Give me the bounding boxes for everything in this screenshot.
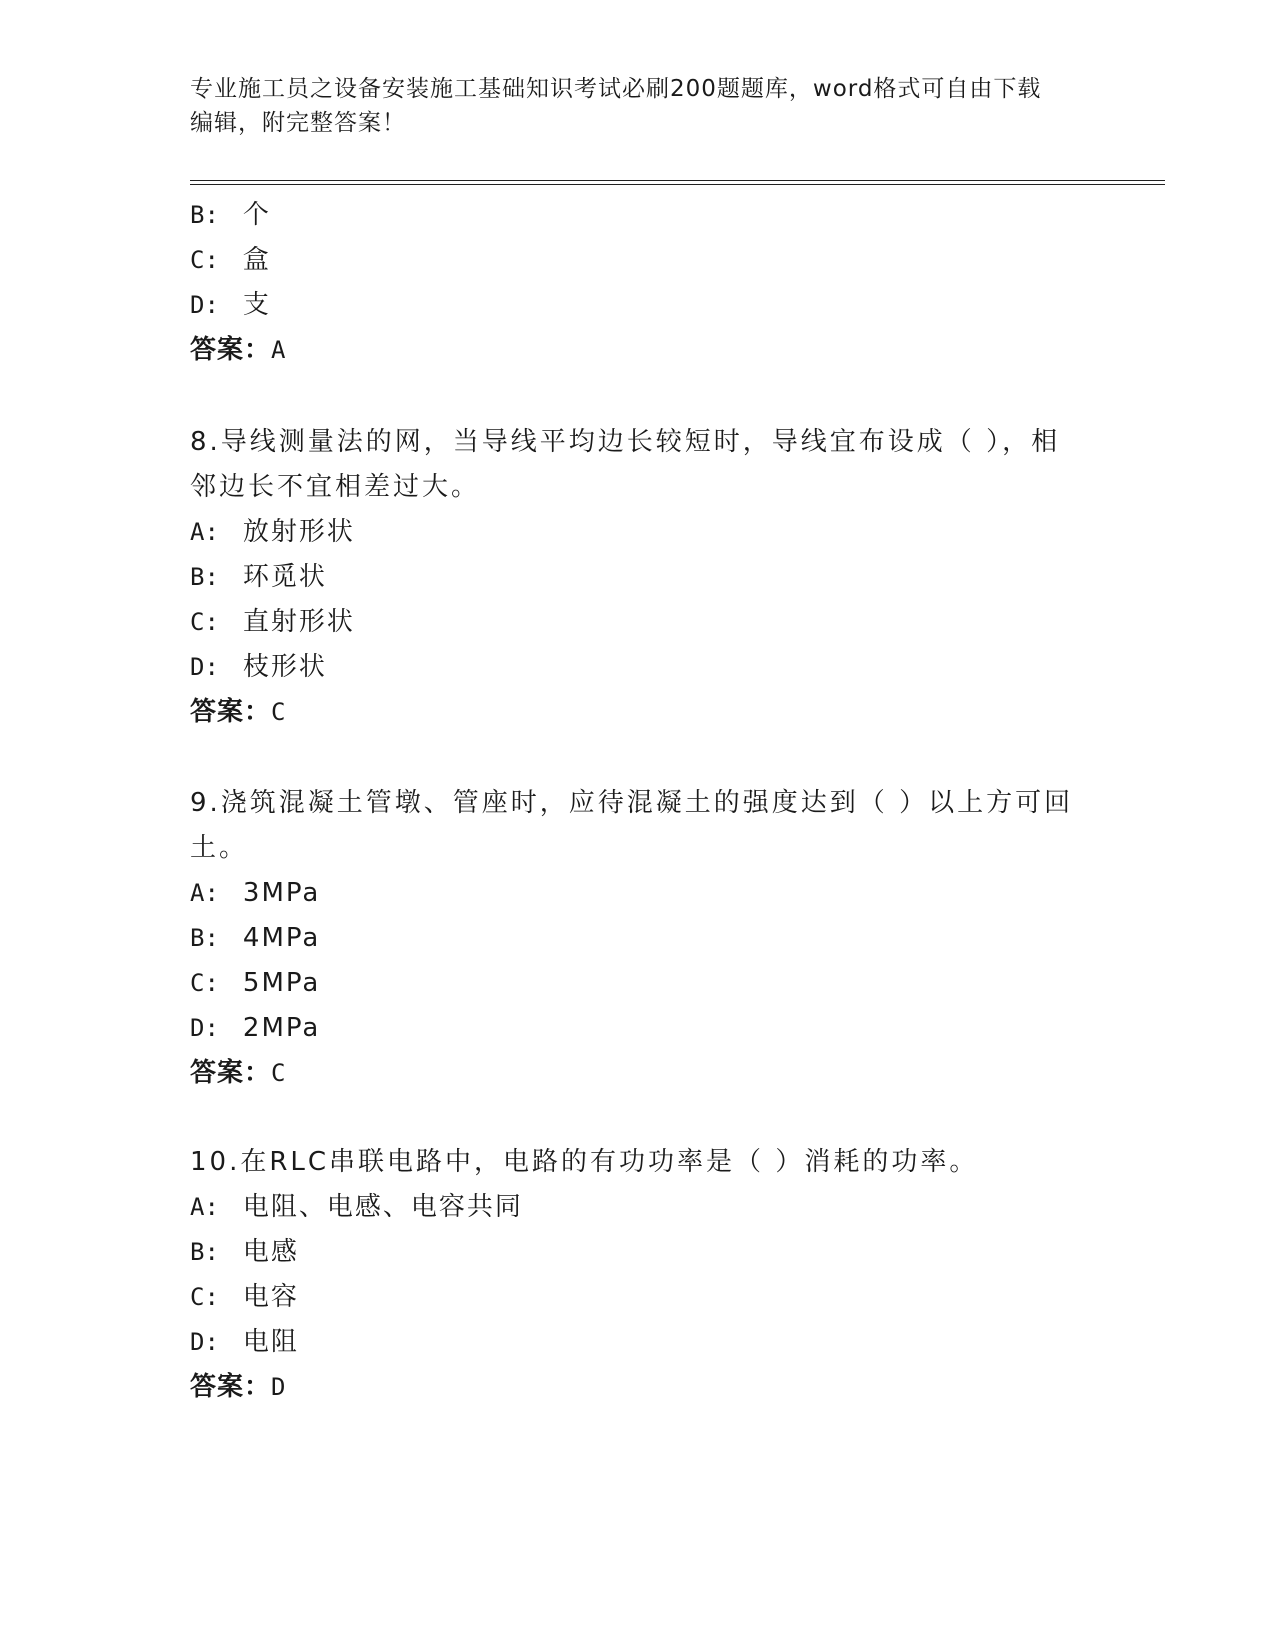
option-text: 3MPa [242, 878, 321, 908]
option-letter: A: [190, 879, 219, 907]
option-text: 2MPa [242, 1013, 321, 1043]
option-letter: D: [190, 1014, 219, 1042]
q7-option-d [190, 288, 271, 322]
q7-option-b [190, 198, 271, 232]
q9-option-d [190, 1011, 320, 1045]
q8-text-line-1: 8.导线测量法的网，当导线平均边长较短时，导线宜布设成（ ），相 [190, 427, 1061, 457]
q10-option-d [190, 1325, 299, 1359]
option-text: 电容 [242, 1282, 299, 1312]
option-letter: C: [190, 1283, 219, 1311]
answer-value: C [271, 1059, 287, 1087]
answer-label: 答案： [190, 1058, 272, 1088]
answer-value: A [271, 336, 287, 364]
option-text: 盒 [242, 245, 271, 275]
option-letter: A: [190, 518, 219, 546]
q7-answer [190, 333, 286, 367]
answer-value: C [271, 698, 287, 726]
option-letter: B: [190, 563, 219, 591]
option-letter: D: [190, 291, 219, 319]
q8-option-a [190, 515, 355, 549]
q10-option-c [190, 1280, 299, 1314]
q7-option-c [190, 243, 271, 277]
option-text: 电阻、电感、电容共同 [242, 1192, 523, 1222]
q9-option-c [190, 966, 320, 1000]
q9-answer [190, 1056, 286, 1090]
q10-option-b [190, 1235, 299, 1269]
option-text: 5MPa [242, 968, 321, 998]
answer-label: 答案： [190, 1372, 272, 1402]
answer-label: 答案： [190, 335, 272, 365]
option-letter: C: [190, 608, 219, 636]
q8-option-b [190, 560, 327, 594]
q8-option-c [190, 605, 355, 639]
q9-text-line-1: 9.浇筑混凝土管墩、管座时，应待混凝土的强度达到（ ）以上方可回 [190, 788, 1074, 818]
answer-value: D [271, 1373, 287, 1401]
option-letter: C: [190, 246, 219, 274]
option-letter: C: [190, 969, 219, 997]
option-text: 环觅状 [242, 562, 327, 592]
option-text: 直射形状 [242, 607, 355, 637]
header-divider-top [190, 180, 1165, 181]
option-text: 4MPa [242, 923, 321, 953]
option-text: 个 [242, 200, 271, 230]
q10-text-line-1: 10.在RLC串联电路中，电路的有功功率是（ ）消耗的功率。 [190, 1147, 979, 1177]
option-letter: D: [190, 1328, 219, 1356]
q10-answer [190, 1370, 286, 1404]
option-text: 电阻 [242, 1327, 299, 1357]
q9-option-b [190, 921, 320, 955]
option-letter: D: [190, 653, 219, 681]
option-text: 放射形状 [242, 517, 355, 547]
q8-option-d [190, 650, 327, 684]
option-letter: B: [190, 201, 219, 229]
document-header [190, 72, 1090, 140]
option-letter: B: [190, 1238, 219, 1266]
q8-text-line-2: 邻边长不宜相差过大。 [190, 472, 481, 502]
q9-text-line-2: 土。 [190, 833, 249, 863]
q9-option-a [190, 876, 320, 910]
q8-answer [190, 695, 286, 729]
option-text: 电感 [242, 1237, 299, 1267]
header-title-line-1: 专业施工员之设备安装施工基础知识考试必刷200题题库，word格式可自由下载 [190, 76, 1042, 102]
option-letter: B: [190, 924, 219, 952]
header-title-line-2: 编辑，附完整答案！ [190, 110, 406, 136]
answer-label: 答案： [190, 697, 272, 727]
header-divider-bottom [190, 184, 1165, 185]
option-text: 支 [242, 290, 271, 320]
q10-option-a [190, 1190, 523, 1224]
option-text: 枝形状 [242, 652, 327, 682]
option-letter: A: [190, 1193, 219, 1221]
